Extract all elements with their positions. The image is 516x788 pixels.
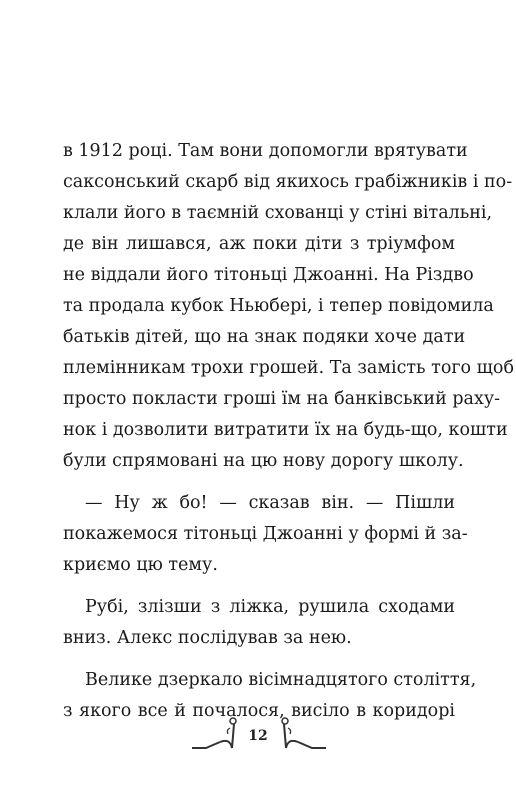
text-line: криємо цю тему. [63,555,218,575]
text-line: Велике дзеркало вісімнадцятого століття, [85,670,477,690]
ornament-right-icon [272,712,332,756]
page-body-text [63,136,514,727]
text-line: — Ну ж бо! — сказав він. — Пішли [85,493,455,513]
text-line: в 1912 році. Там вони допомогли врятувати [63,141,468,161]
page-footer [0,712,516,760]
ornament-left-icon [186,712,246,756]
text-line: були спрямовані на цю нову дорогу школу. [63,451,464,471]
text-line: не віддали його тітоньці Джоанні. На Різдво [63,265,474,285]
page-number: 12 [248,728,268,744]
text-line: батьків дітей, що на знак подяки хоче дати [63,327,466,347]
text-line: Рубі, злізши з ліжка, рушила сходами [85,597,455,617]
text-line: клали його в таємній схованці у стіні вітальні, [63,203,493,223]
text-line: з якого все й почалося, висіло в коридорі [63,701,455,721]
text-line: де він лишався, аж поки діти з тріумфом [63,234,455,254]
text-line: покажемося тітоньці Джоанні у формі й за- [63,524,468,544]
text-line: нок і дозволити витратити їх на будь-що, кошти [63,420,508,440]
text-line: вниз. Алекс послідував за нею. [63,628,352,648]
text-line: просто покласти гроші їм на банківський раху- [63,389,501,409]
text-line: племінникам трохи грошей. Та замість того щоб [63,358,514,378]
text-line: саксонський скарб від якихось грабіжників і по- [63,172,513,192]
text-line: та продала кубок Ньюбері, і тепер повідомила [63,296,494,316]
